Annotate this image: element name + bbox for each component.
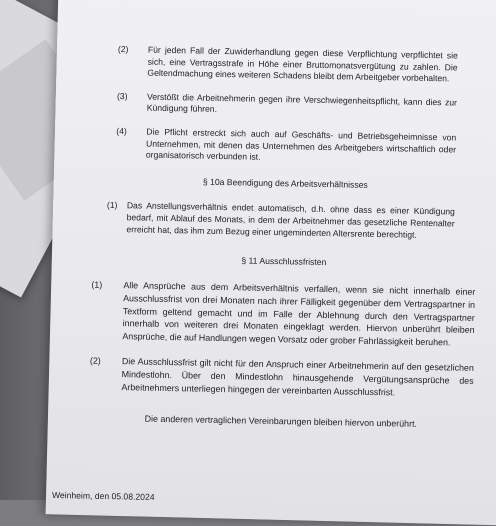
contract-text xyxy=(89,44,476,431)
paragraph-2 xyxy=(117,44,458,85)
closing-statement: Die anderen vertraglichen Vereinbarungen bleiben hiervon unberührt. xyxy=(144,413,418,429)
paragraph-text: Das Anstellungsverhältnis endet automatisch, d.h. ohne dass es einer Kündigung bedarf, mit Ablauf des Monats, in dem der Arbeitnehmer das gesetzliche Rentenalter erreicht hat, das ihm zum Bezug einer ungeminderten Altersrente berechtigt. xyxy=(126,200,455,240)
paragraph-3 xyxy=(117,91,457,121)
paragraph-text: Die Ausschlussfrist gilt nicht für den Anspruch einer Arbeitnehmerin auf den gesetzlichen Mindestlohn. Über den Mindestlohn hinausgehende Vergütungsansprüche des Arbeitnehmers unterliegen hingegen der vereinbarten Ausschlussfrist. xyxy=(121,356,474,398)
paragraph-number: (3) xyxy=(116,90,128,101)
paragraph-text: Verstößt die Arbeitnehmerin gegen ihre Verschwiegenheitspflicht, kann dies zur Kündigung führen. xyxy=(146,91,458,115)
place-and-date: Weinheim, den 05.08.2024 xyxy=(51,490,155,502)
paragraph-number: (1) xyxy=(91,279,103,290)
section-10a-heading: § 10a Beendigung des Arbeitsverhältnisses xyxy=(202,176,368,190)
section-10a-paragraph-1 xyxy=(106,200,455,241)
paragraph-number: (4) xyxy=(116,125,127,137)
paragraph-number: (1) xyxy=(106,200,118,211)
paragraph-number: (2) xyxy=(89,355,101,366)
paragraph-text: Für jeden Fall der Zuwiderhandlung gegen diese Verpflichtung verpflichtet sie sich, eine Vertragsstrafe in Höhe einer Bruttomonatsvergütung zu zahlen. Die Geltendmachung eines weiteren Schadens bleibt dem Arbeitgeber vorbehalten. xyxy=(147,44,458,84)
paragraph-number: (2) xyxy=(117,44,129,55)
section-11-heading: § 11 Ausschlussfristen xyxy=(241,255,327,268)
section-11-body xyxy=(89,278,476,432)
section-11-paragraph-1 xyxy=(90,278,475,350)
section-11-paragraph-2 xyxy=(89,355,474,401)
paragraph-text: Alle Ansprüche aus dem Arbeitsverhältnis verfallen, wenn sie nicht innerhalb einer Ausschlussfrist von drei Monaten nach ihrer Fälligkeit gegenüber dem Vertragspartner in Textform geltend gemacht und im Falle der Ablehnung durch den Vertragspartner innerhalb von weiteren drei Monaten eingeklagt werden. Hiervon unberührt bleiben Ansprüche, die auf Handlungen wegen Vorsatz oder grober Fahrlässigkeit beruhen. xyxy=(122,279,476,348)
paragraph-text: Die Pflicht erstreckt sich auch auf Geschäfts- und Betriebsgeheimnisse von Unternehmen, mit denen das Unternehmen des Arbeitgebers wirtschaftlich oder organisatorisch verbunden ist. xyxy=(145,126,457,162)
paragraph-4 xyxy=(116,126,457,167)
